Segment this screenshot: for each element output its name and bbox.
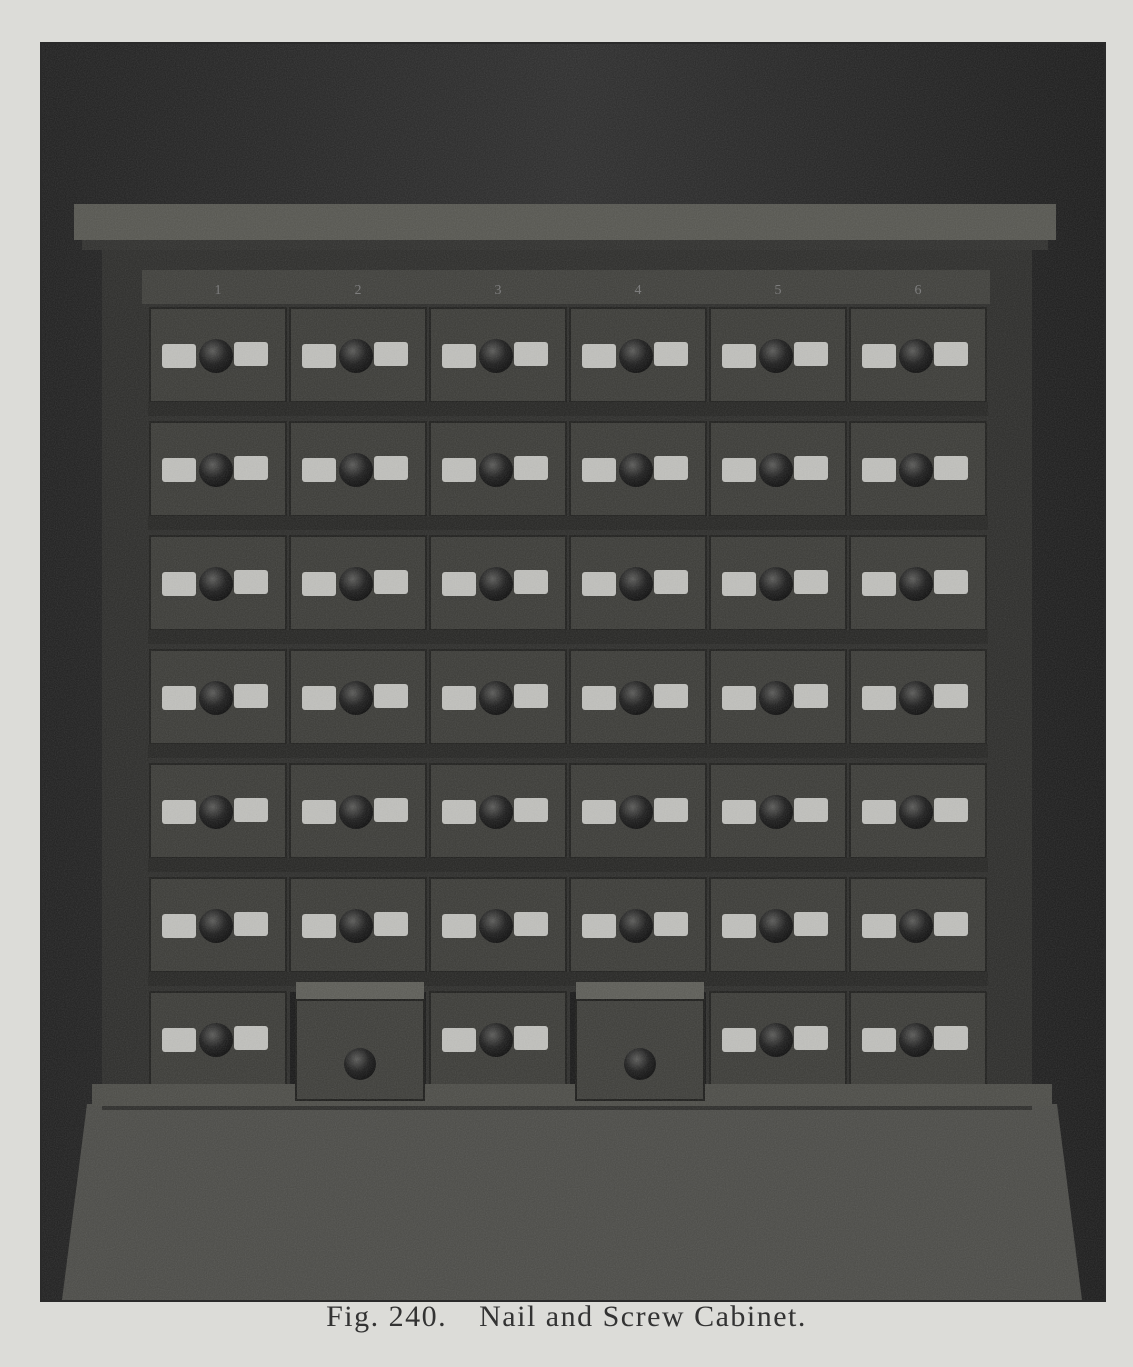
figure-caption xyxy=(0,1300,1133,1334)
cabinet-photo xyxy=(42,44,1104,1300)
figure-title: Nail and Screw Cabinet. xyxy=(479,1300,807,1333)
photo-plate xyxy=(40,42,1106,1302)
figure-number: Fig. 240. xyxy=(326,1300,448,1333)
